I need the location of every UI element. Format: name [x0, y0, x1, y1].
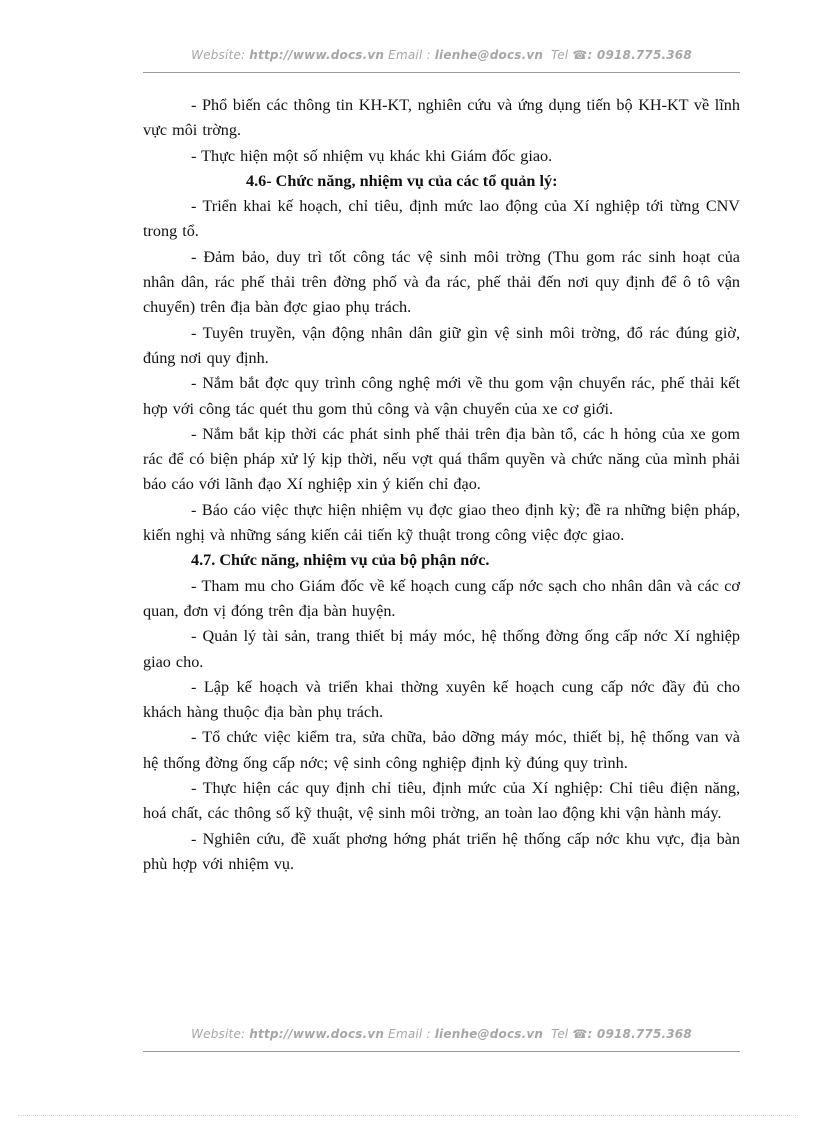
page-header — [143, 48, 740, 62]
paragraph: - Nắm bắt kịp thời các phát sinh phế thải trên địa bàn tổ, các h hỏng của xe gom rác để có biện pháp xử lý kịp thời, nếu vợt quá thẩm quyền và chức năng của mình phải báo cáo với lãnh đạo Xí nghiệp xin ý kiến chỉ đạo. — [143, 424, 740, 494]
paragraph: - Báo cáo việc thực hiện nhiệm vụ đợc giao theo định kỳ; đề ra những biện pháp, kiến nghị và những sáng kiến cải tiến kỹ thuật trong công việc đợc giao. — [143, 500, 740, 545]
header-website-label: Website: — [191, 48, 246, 62]
header-email-label: Email : — [388, 48, 431, 62]
header-rule — [143, 72, 740, 73]
paragraph: - Tổ chức việc kiểm tra, sửa chữa, bảo dỡng máy móc, thiết bị, hệ thống van và hệ thống đờng ống cấp nớc; vệ sinh công nghiệp định kỳ đúng quy trình. — [143, 728, 740, 772]
footer-tel-label: Tel — [551, 1027, 569, 1041]
paragraph: - Nghiên cứu, đề xuất phơng hớng phát triển hệ thống cấp nớc khu vực, địa bàn phù hợp với nhiệm vụ. — [143, 829, 740, 873]
footer-email-label: Email : — [388, 1027, 431, 1041]
header-email-value[interactable]: lienhe@docs.vn — [434, 48, 544, 62]
paragraph: - Triển khai kế hoạch, chỉ tiêu, định mức lao động của Xí nghiệp tới từng CNV trong tổ. — [143, 197, 740, 241]
footer-website-url[interactable]: http://www.docs.vn — [249, 1027, 385, 1041]
section-heading-4-6: 4.6- Chức năng, nhiệm vụ của các tổ quản lý: — [246, 171, 558, 190]
footer-website-label: Website: — [191, 1027, 246, 1041]
phone-icon: ☎ — [572, 1027, 588, 1041]
header-website-url[interactable]: http://www.docs.vn — [249, 48, 385, 62]
header-tel-label: Tel — [551, 48, 569, 62]
section-heading-4-7: 4.7. Chức năng, nhiệm vụ của bộ phận nớc. — [191, 551, 490, 570]
page-bottom-dotted-divider — [18, 1115, 798, 1116]
paragraph: - Nắm bắt đợc quy trình công nghệ mới về thu gom vận chuyển rác, phế thải kết hợp với công tác quét thu gom thủ công và vận chuyển của xe cơ giới. — [143, 374, 740, 418]
paragraph: - Tham mu cho Giám đốc về kế hoạch cung cấp nớc sạch cho nhân dân và các cơ quan, đơn vị đóng trên địa bàn huyện. — [143, 576, 740, 620]
paragraph: - Lập kế hoạch và triển khai thờng xuyên kế hoạch cung cấp nớc đầy đủ cho khách hàng thuộc địa bàn phụ trách. — [143, 677, 740, 722]
page-footer — [143, 1027, 740, 1041]
paragraph: - Tuyên truyền, vận động nhân dân giữ gìn vệ sinh môi trờng, đổ rác đúng giờ, đúng nơi quy định. — [143, 323, 740, 367]
paragraph: - Đảm bảo, duy trì tốt công tác vệ sinh môi trờng (Thu gom rác sinh hoạt của nhân dân, rác phế thải trên đờng phố và đa rác, phế thải đến nơi quy định để ô tô vận chuyển) trên địa bàn đợc giao phụ trách. — [143, 247, 740, 317]
footer-rule — [143, 1051, 740, 1052]
paragraph: - Quản lý tài sản, trang thiết bị máy móc, hệ thống đờng ống cấp nớc Xí nghiệp giao cho. — [143, 627, 740, 671]
phone-icon: ☎ — [572, 48, 588, 62]
footer-tel-value: : 0918.775.368 — [587, 1027, 692, 1041]
paragraph: - Thực hiện các quy định chỉ tiêu, định mức của Xí nghiệp: Chỉ tiêu điện năng, hoá chất, các thông số kỹ thuật, vệ sinh môi trờng, an toàn lao động khi vận hành máy. — [143, 779, 740, 823]
footer-email-value[interactable]: lienhe@docs.vn — [434, 1027, 544, 1041]
paragraph: - Thực hiện một số nhiệm vụ khác khi Giám đốc giao. — [191, 146, 553, 165]
header-tel-value: : 0918.775.368 — [587, 48, 692, 62]
paragraph: - Phổ biến các thông tin KH-KT, nghiên cứu và ứng dụng tiến bộ KH-KT về lĩnh vực môi trờng. — [143, 96, 740, 140]
document-body — [143, 93, 740, 877]
